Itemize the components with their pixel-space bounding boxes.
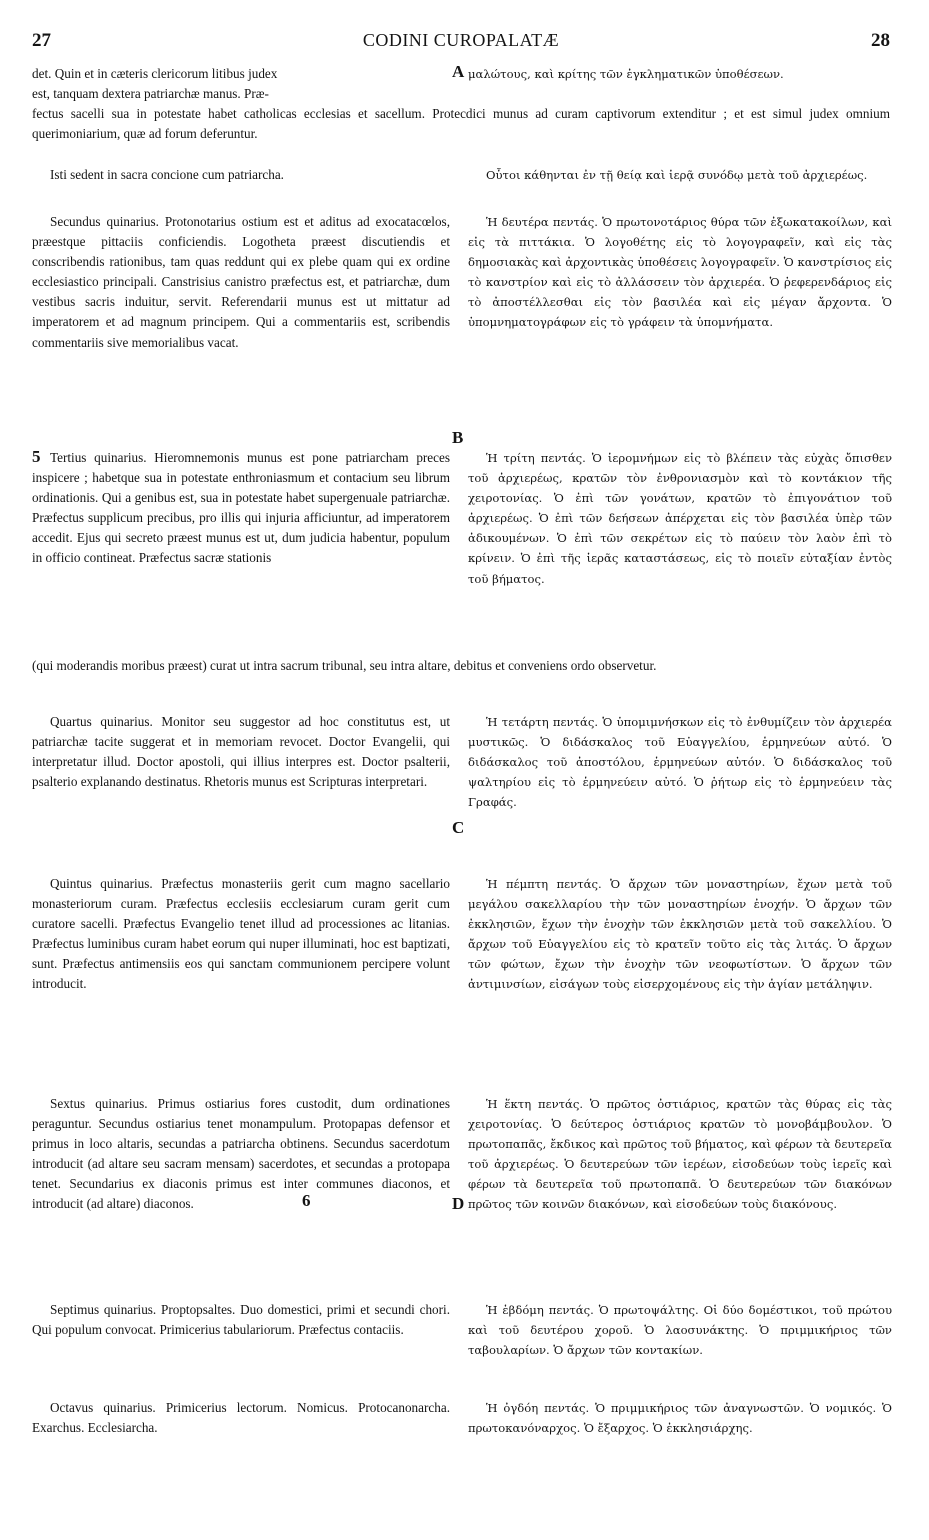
section-numeral: 5 xyxy=(32,447,41,466)
page-number-left: 27 xyxy=(32,30,51,51)
margin-letter-a: A xyxy=(452,62,465,81)
latin-line: est, tanquam dextera patriarchæ manus. Præ- xyxy=(32,86,269,101)
full-width-text: (qui moderandis moribus præest) curat ut intra sacrum tribunal, seu intra altare, debitus et conveniens ordo observetur. xyxy=(32,658,657,673)
block-quintus xyxy=(32,874,890,1084)
greek-text: μαλώτους, καὶ κρίτης τῶν ἐγκληματικῶν ὑποθέσεων. xyxy=(468,67,784,81)
latin-line: det. Quin et in cæteris clericorum litibus judex xyxy=(32,66,278,81)
running-title: CODINI CUROPALATÆ xyxy=(362,30,560,50)
greek-text: Ἡ ἑβδόμη πεντάς. Ὁ πρωτοψάλτης. Οἱ δύο δομέστικοι, τοῦ πρώτου καὶ τοῦ δευτέρου χοροῦ. Ὁ λαοσυνάκτης. Ὁ πριμμικήριος τῶν ταβουλαρίων. Ὁ ἄρχων τῶν κοντακίων. xyxy=(468,1303,892,1358)
greek-text: Ἡ δευτέρα πεντάς. Ὁ πρωτονοτάριος θύρα τῶν ἐξωκατακοίλων, καὶ εἰς τὰ πιττάκια. Ὁ λογοθέτης εἰς τὸ λογογραφεῖν, καὶ εἰς τὰς δημοσιακὰς καὶ ἀρχοντικὰς ὑποθέσεις λογογραφεῖν. Ὁ κανστρίσιος εἰς τὸ κανστρίον καὶ εἰς τὸ ἀλλάσσειν τὸν ἀρχιερέα. Ὁ ῥεφερενδάριος εἰς τὸ ἀποστέλλεσθαι εἰς τὸν βασιλέα καὶ εἰς μέγαν ἄρχοντα. Ὁ ὑπομνηματογράφων εἰς τὸ γράφειν τὰ ὑπομνήματα. xyxy=(468,215,892,330)
latin-text: Sextus quinarius. Primus ostiarius fores custodit, dum ordinationes peraguntur. Secundus ostiarius tenet monampulum. Protopapas defensor et primus in loco altaris, secundas a patriarcha obtinens. Secundus sacerdotum introducit (ad altare seu sacram mensam) sacerdotes, et secundas a protopapa tenet. Secundarius ex diaconis primus est inter communes diaconos, et introducit (ad altare) diaconos. xyxy=(32,1096,450,1212)
running-header xyxy=(32,30,890,54)
latin-text: Octavus quinarius. Primicerius lectorum. Nomicus. Protocanonarcha. Exarchus. Ecclesiarcha. xyxy=(32,1400,450,1436)
greek-text: Ἡ τρίτη πεντάς. Ὁ ἱερομνήμων εἰς τὸ βλέπειν τὰς εὐχὰς ὄπισθεν τοῦ ἀρχιερέως, κρατῶν τὸν ἐνθρονιασμὸν καὶ τὸ κοντάκιον τῆς χειροτονίας. Ὁ ἐπὶ τῶν γονάτων, κρατῶν τὸ ἐπιγονάτιον τοῦ ἀρχιερέως. Ὁ ἐπὶ τῶν δεήσεων ἀπέρχεται εἰς τὸν βασιλέα ὑπὲρ τῶν ἀδικουμένων. Ὁ ἐπὶ τῶν σεκρέτων εἰς τὸ παύειν τὸν λαὸν ἐπὶ τὸ κρίνειν. Ὁ ἐπὶ τῆς ἱερᾶς καταστάσεως, εἰς τὸ ποιεῖν εὐταξίαν ἐντὸς τοῦ βήματος. xyxy=(468,451,892,586)
page-number-right: 28 xyxy=(871,30,890,51)
greek-text: Ἡ τετάρτη πεντάς. Ὁ ὑπομιμνήσκων εἰς τὸ ἐνθυμίζειν τὸν ἀρχιερέα μυστικῶς. Ὁ διδάσκαλος τοῦ Εὐαγγελίου, ἑρμηνεύων αὐτό. Ὁ διδάσκαλος τοῦ ἀποστόλου, ἑρμηνεύων αὐτόν. Ὁ διδάσκαλος τοῦ ψαλτηρίου εἰς τὸ ἑρμηνεύειν αὐτό. Ὁ ῥήτωρ εἰς τὸ ἑρμηνεύειν τὰς Γραφάς. xyxy=(468,715,892,810)
margin-letter-c: C xyxy=(452,818,465,837)
margin-letter-d: D xyxy=(452,1194,465,1213)
block-quartus xyxy=(32,712,890,862)
latin-text: Quartus quinarius. Monitor seu suggestor ad hoc constitutus est, ut patriarchæ tacite suggerat et in memoriam revocet. Doctor Evangelii, qui interpretatur illud. Doctor apostoli, qui illius interpres est. Doctor psalterii, psalterio explanando destinatus. Rhetoris munus est Scripturas interpretari. xyxy=(32,714,450,790)
full-width-text: fectus sacelli sua in potestate habet catholicas ecclesias et sacellum. Protecdici munus ad curam captivorum extenditur ; et est simul judex omnium querimoniarium, quæ ad forum deferuntur. xyxy=(32,106,890,142)
latin-text: Septimus quinarius. Proptopsaltes. Duo domestici, primi et secundi chori. Qui populum convocat. Primicerius tabulariorum. Præfectus contaciis. xyxy=(32,1302,450,1338)
block-tertius xyxy=(32,448,890,708)
greek-text: Ἡ πέμπτη πεντάς. Ὁ ἄρχων τῶν μοναστηρίων, ἔχων μετὰ τοῦ μεγάλου σακελλαρίου τὴν τῶν μοναστηρίων ἐνοχήν. Ὁ ἄρχων τῶν ἐκκλησιῶν, ἔχων τὴν ἐνοχὴν τῶν ἐκκλησιῶν μετὰ τοῦ σακελλίου. Ὁ ἄρχων τοῦ Εὐαγγελίου εἰς τὸ κρατεῖν τοῦτο εἰς τὰς λιτάς. Ὁ ἄρχων τῶν φώτων, ἔχων τὴν ἐνοχὴν τῶν νεοφωτίστων. Ὁ ἄρχων τῶν ἀντιμινσίων, εἰσάγων τοὺς εἰσερχομένους εἰς τὴν ἁγίαν μετάληψιν. xyxy=(468,877,892,992)
block-intro xyxy=(32,165,890,209)
latin-text: Isti sedent in sacra concione cum patriarcha. xyxy=(50,167,284,182)
margin-letter-b: B xyxy=(452,428,464,447)
latin-text: Quintus quinarius. Præfectus monasteriis gerit cum magno sacellario monasteriorum curam. Præfectus ecclesiis ecclesiarum curam gerit cum curatore sacelli. Præfectus Evangelio tenet illud ad processiones ac litanias. Præfectus luminibus curam habet eorum qui nuper illuminati, hoc est baptizati, sunt. Præfectus antimensiis eos qui sanctam communionem percipere volunt introducit. xyxy=(32,876,450,992)
block-secundus xyxy=(32,212,890,437)
greek-text: Ἡ ὀγδόη πεντάς. Ὁ πριμμικήριος τῶν ἀναγνωστῶν. Ὁ νομικός. Ὁ πρωτοκανόναρχος. Ὁ ἔξαρχος. Ὁ ἐκκλησιάρχης. xyxy=(468,1401,892,1436)
latin-text: Secundus quinarius. Protonotarius ostium est et aditus ad exocatacœlos, præestque pittaciis conficiendis. Logotheta præest discutiendis et conscribendis rationibus, tam quas reddunt qui ex plebe quam qui ex ordine ecclesiastico principali. Canstrisius canistro præfectus est, et patriarchæ, dum vestibus sacris induitur, servit. Referendarii munus est ut mittatur ad imperatorem et ad magnum principem. Qui a commentariis est, scribendis commentariis sive memorialibus vacat. xyxy=(32,214,450,350)
greek-text: Ἡ ἕκτη πεντάς. Ὁ πρῶτος ὀστιάριος, κρατῶν τὰς θύρας εἰς τὰς χειροτονίας. Ὁ δεύτερος ὀστιάριος κρατῶν τὸ μονοβάμβουλον. Ὁ πρωτοπαπᾶς, ἔκδικος καὶ πρῶτος τοῦ βήματος, καὶ φέρων τὰ δευτερεῖα τοῦ ἀρχιερέως. Ὁ δευτερεύων τῶν ἱερέων, εἰσοδεύων τοὺς ἱερεῖς καὶ φέρων τὰ δευτερεῖα τοῦ πρωτοπαπᾶ. Ὁ δευτερεύων τῶν διακόνων πρῶτος τῶν κοινῶν διακόνων, καὶ εἰσοδεύων τοὺς διακόνους. xyxy=(468,1097,892,1212)
block-octavus xyxy=(32,1398,890,1478)
greek-text: Οὗτοι κάθηνται ἐν τῇ θείᾳ καὶ ἱερᾷ συνόδῳ μετὰ τοῦ ἀρχιερέως. xyxy=(486,168,868,182)
block-septimus xyxy=(32,1300,890,1390)
section-numeral-6: 6 xyxy=(302,1191,311,1210)
latin-text: Tertius quinarius. Hieromnemonis munus est pone patriarcham preces inspicere ; habetque sua in potestate enthroniasmum et contacium seu librum ordinationis. Qui a genibus est, sua in potestate habet supergenuale patriarchæ. Præfectus supplicum precibus, pro illis qui injuria afficiuntur, ad imperatorem accedit. Ejus qui secreto præest munus est ut, dum judicia habentur, populum in officio contineat. Præfectus sacræ stationis xyxy=(32,450,450,566)
